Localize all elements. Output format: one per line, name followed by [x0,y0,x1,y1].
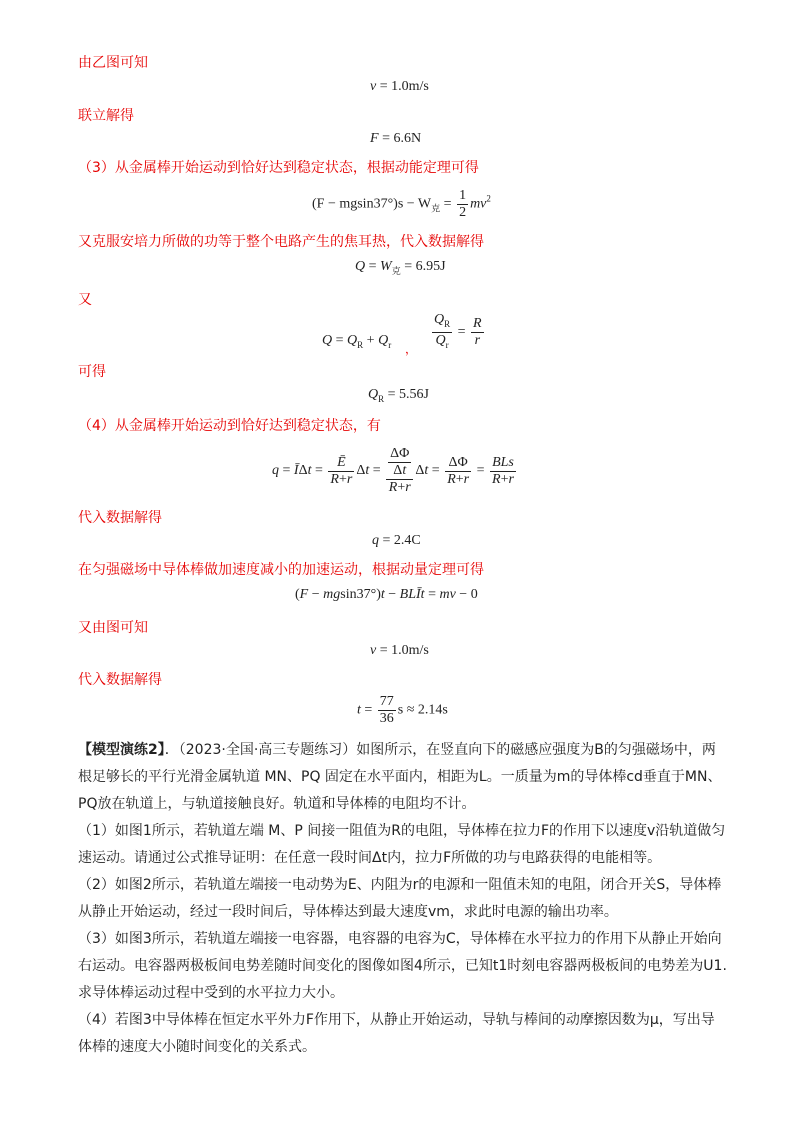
equation-F: F = 6.6N [370,131,422,146]
fraction-half: $\frac{1}{2}$ [459,188,467,220]
text-line-9: 在匀强磁场中导体棒做加速度减小的加速运动，根据动量定理可得 [78,562,484,578]
eq-t-num: 77 [379,694,394,709]
eq-energy-sub: 克 [431,203,441,214]
equation-q: q = 2.4C [372,533,421,548]
text-line-5: 又 [78,292,92,308]
equation-t: t = $\frac{77}{36}$ s ≈ 2.14s [357,694,448,726]
question-4: （4）若图3中导体棒在恒定水平外力F作用下，从静止开始运动，导轨与棒间的动摩擦因数为μ，写出导体棒的速度大小随时间变化的关系式。 [78,1012,715,1055]
equation-v2: v = 1.0m/s [370,643,429,658]
equation-Q-sum: $Q = Q_R + Q_r$ [322,333,392,350]
equation-energy: $(F - mgsin37^\circ)s - W_克$ = $\frac{1}{2}$ $mv^2$ [312,188,491,220]
equation-momentum: (F − mgsin37°)t − BLĪt = mv − 0 [295,587,478,602]
problem-intro-text: 如图所示，在竖直向下的磁感应强度为B的匀强磁场中，两根足够长的平行光滑金属轨道 MN、PQ 固定在水平面内，相距为L。一质量为m的导体棒cd垂直于MN、PQ放在轨道上，与轨道接触良好。轨道和导体棒的电阻均不计。 [78,742,722,812]
text-line-10: 又由图可知 [78,620,148,636]
question-2: （2）如图2所示，若轨道左端接一电动势为E、内阻为r的电源和一阻值未知的电阻，闭合开关S，导体棒从静止开始运动，经过一段时间后，导体棒达到最大速度vm，求此时电源的输出功率。 [78,877,722,920]
problem-tag: 【模型演练2】 [78,742,165,758]
equation-Q-ratio: $\frac{Q_R}{Q_r}$ = $\frac{R}{r}$ [434,312,482,350]
eq-v2-value: 1.0m/s [391,643,429,658]
text-line-2: 联立解得 [78,108,134,124]
text-line-3: （3）从金属棒开始运动到恰好达到稳定状态，根据动能定理可得 [78,160,479,176]
eq-F-value: 6.6N [393,131,422,146]
eq-t-den: 36 [379,711,394,726]
eq-v-value: 1.0m/s [391,79,429,94]
equation-charge: q = ĪΔt = $\frac{Ē}{R+r}$ Δt = $\frac{\frac{\Delta\Phi}{\Delta t}}{R+r}$ Δt = $\frac{\Delta\Phi}{R+r}$ = $\frac{\text{BLs}}{R+r}$ [272,446,514,495]
text-line-1: 由乙图可知 [78,55,148,71]
text-line-11: 代入数据解得 [78,672,162,688]
text-line-4: 又克服安培力所做的功等于整个电路产生的焦耳热，代入数据解得 [78,234,484,250]
eq-energy-left: (F − mgsin37°)s − W [312,196,432,212]
eq-QR-value: 5.56J [399,387,429,402]
text-line-7: （4）从金属棒开始运动到恰好达到稳定状态，有 [78,418,381,434]
problem-source: ．（2023·全国·高三专题练习） [164,742,357,758]
equation-Q: $Q = W_克 = 6.95J$ [355,259,446,276]
red-dot-mark: ， [405,342,418,356]
equation-QR: $Q_R = 5.56J$ [368,387,429,404]
text-line-8: 代入数据解得 [78,510,162,526]
eq-t-tail: s ≈ 2.14s [397,702,448,718]
equation-v: v = 1.0m/s [370,79,429,94]
eq-Q-value: 6.95J [415,259,446,274]
question-1: （1）如图1所示，若轨道左端 M、P 间接一阻值为R的电阻，导体棒在拉力F的作用下以速度v沿轨道做匀速运动。请通过公式推导证明：在任意一段时间Δt内，拉力F所做的功与电路获得的电能相等。 [78,823,726,866]
problem-intro [78,737,728,818]
eq-q-value: 2.4C [393,533,421,548]
text-line-6: 可得 [78,364,106,380]
question-3: （3）如图3所示，若轨道左端接一电容器，电容器的电容为C，导体棒在水平拉力的作用下从静止开始向右运动。电容器两极板间电势差随时间变化的图像如图4所示，已知t1时刻电容器两极板间的电势差为U1.求导体棒运动过程中受到的水平拉力大小。 [78,931,727,1001]
